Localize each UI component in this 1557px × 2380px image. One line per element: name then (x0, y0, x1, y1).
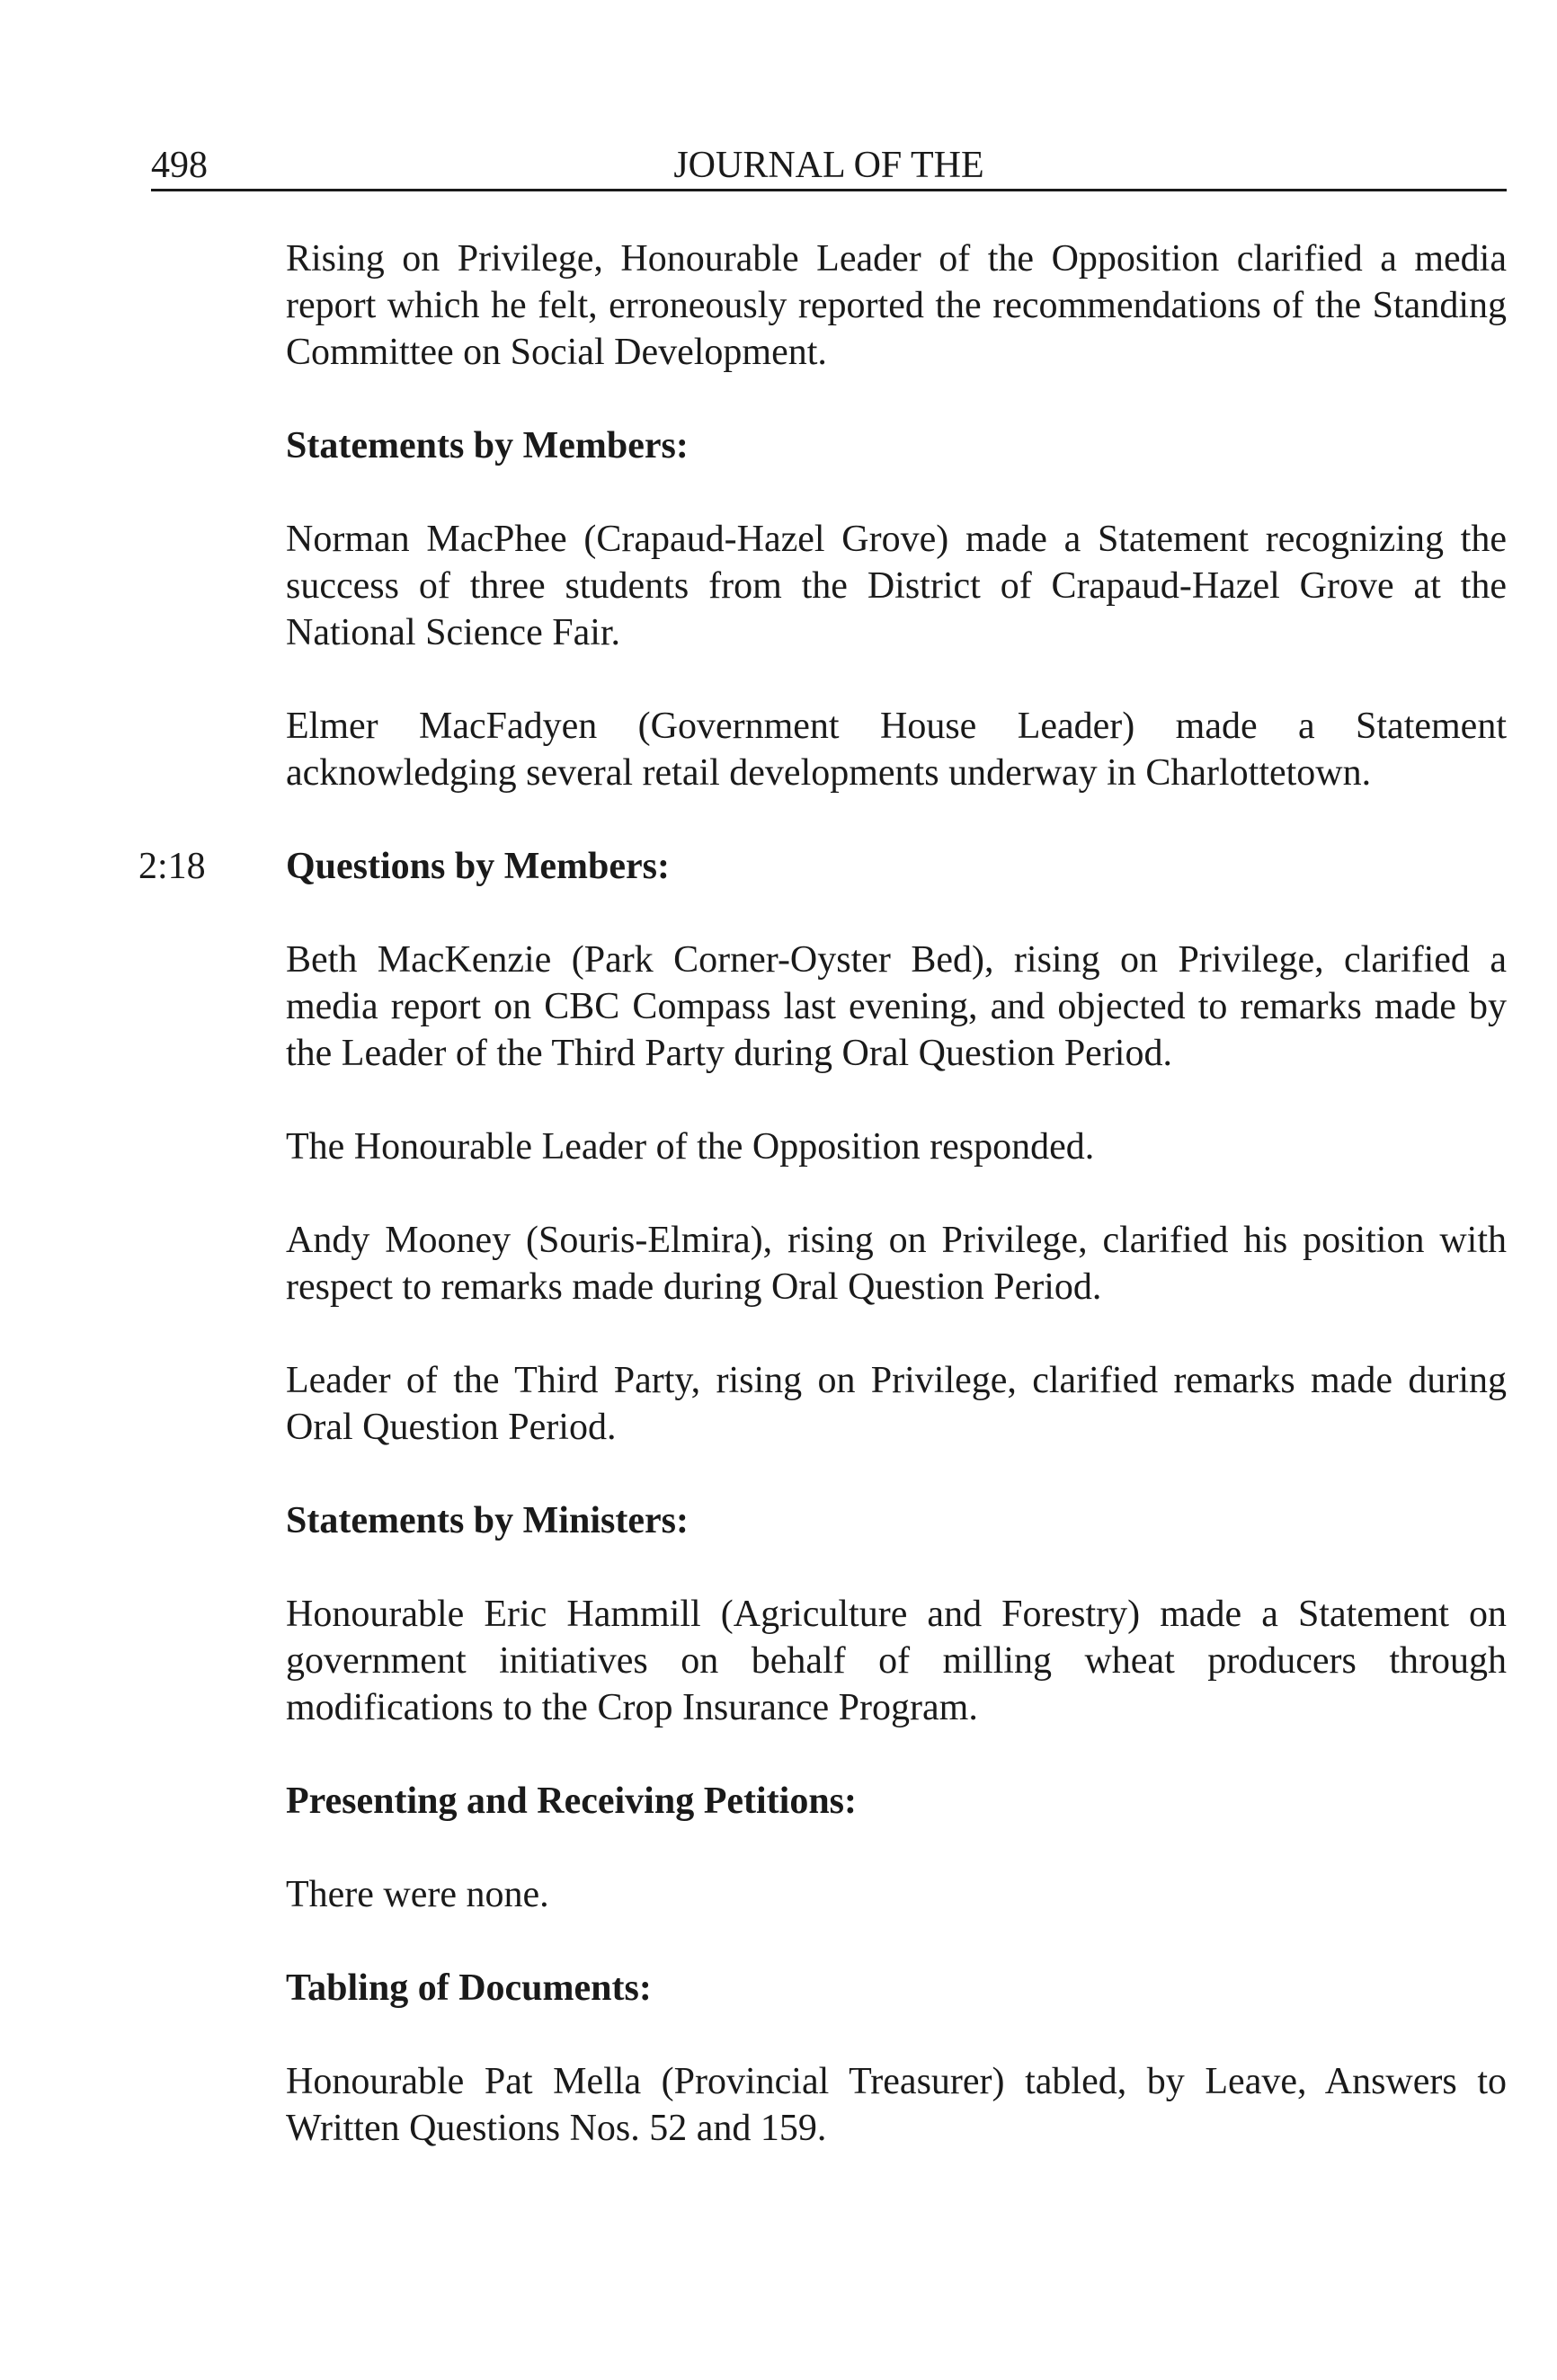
question-mackenzie-paragraph: Beth MacKenzie (Park Corner-Oyster Bed), rising on Privilege, clarified a media report on CBC Compass last evening, and objected to remarks made by the Leader of the Third Party during Oral Question Period. (286, 939, 1507, 1074)
margin-timestamp: 2:18 (138, 846, 206, 887)
petitions-heading: Presenting and Receiving Petitions: (286, 1781, 858, 1822)
questions-by-members-heading: Questions by Members: (286, 846, 670, 887)
statements-by-members-heading: Statements by Members: (286, 425, 689, 466)
tabling-mella-paragraph: Honourable Pat Mella (Provincial Treasurer) tabled, by Leave, Answers to Written Questions Nos. 52 and 159. (286, 2061, 1507, 2149)
page-number: 498 (151, 145, 208, 186)
running-title: JOURNAL OF THE (673, 145, 984, 186)
statement-macphee-paragraph: Norman MacPhee (Crapaud-Hazel Grove) made a Statement recognizing the success of three students from the District of Crapaud-Hazel Grove at the National Science Fair. (286, 519, 1507, 653)
opposition-response-paragraph: The Honourable Leader of the Opposition responded. (286, 1126, 1095, 1168)
questions-by-members-section (138, 843, 1507, 890)
page-header (151, 142, 1507, 191)
petitions-none-paragraph: There were none. (286, 1874, 549, 1915)
question-third-party-paragraph: Leader of the Third Party, rising on Privilege, clarified remarks made during Oral Question Period. (286, 1360, 1507, 1448)
statement-hammill-paragraph: Honourable Eric Hammill (Agriculture and Forestry) made a Statement on government initiatives on behalf of milling wheat producers through modifications to the Crop Insurance Program. (286, 1594, 1507, 1728)
journal-body (138, 235, 1507, 2198)
privilege-paragraph: Rising on Privilege, Honourable Leader of the Opposition clarified a media report which he felt, erroneously reported the recommendations of the Standing Committee on Social Development. (286, 238, 1507, 373)
statement-macfadyen-paragraph: Elmer MacFadyen (Government House Leader) made a Statement acknowledging several retail developments underway in Charlottetown. (286, 706, 1507, 794)
tabling-of-documents-heading: Tabling of Documents: (286, 1967, 652, 2009)
statements-by-ministers-heading: Statements by Ministers: (286, 1500, 689, 1541)
question-mooney-paragraph: Andy Mooney (Souris-Elmira), rising on Privilege, clarified his position with respect to remarks made during Oral Question Period. (286, 1220, 1507, 1308)
